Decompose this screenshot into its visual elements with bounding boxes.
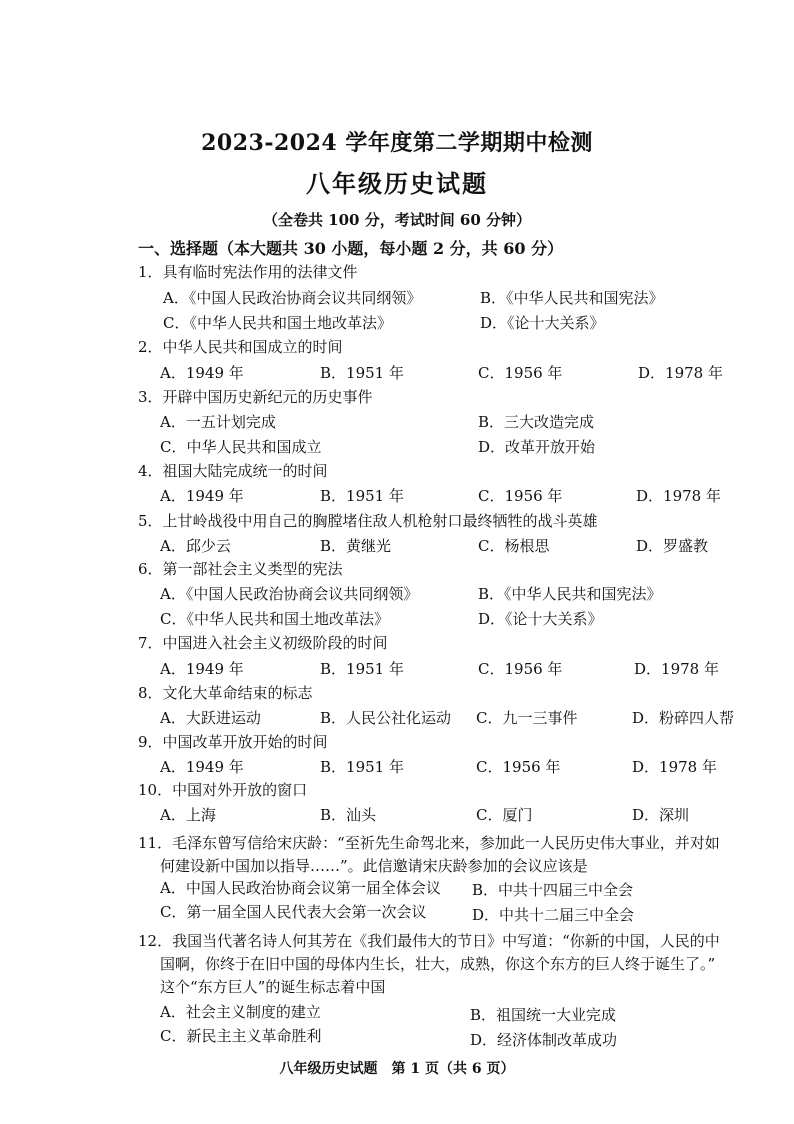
question-stem: 11．毛泽东曾写信给宋庆龄：“至祈先生命驾北来，参加此一人民历史伟大事业，并对如 xyxy=(138,834,720,852)
option: C．1956 年 xyxy=(478,364,563,382)
question-stem: 9．中国改革开放开始的时间 xyxy=(138,733,328,751)
question-stem: 10．中国对外开放的窗口 xyxy=(138,781,308,799)
exam-title: 2023-2024 学年度第二学期期中检测 xyxy=(201,130,593,156)
option: A．1949 年 xyxy=(160,364,244,382)
question-stem-continued: 何建设新中国加以指导……”。此信邀请宋庆龄参加的会议应该是 xyxy=(160,857,588,875)
option: B．人民公社化运动 xyxy=(320,709,452,727)
option: C．1956 年 xyxy=(476,758,561,776)
option: C．《中华人民共和国土地改革法》 xyxy=(163,314,392,332)
question-stem: 1．具有临时宪法作用的法律文件 xyxy=(138,263,358,281)
option: A．一五计划完成 xyxy=(160,413,276,431)
option: D．1978 年 xyxy=(638,364,723,382)
question-stem-continued: 国啊，你终于在旧中国的母体内生长，壮大，成熟，你这个东方的巨人终于诞生了。” xyxy=(160,955,716,973)
option: D．1978 年 xyxy=(636,487,721,505)
option: B．《中华人民共和国宪法》 xyxy=(480,289,664,307)
option: C．1956 年 xyxy=(478,487,563,505)
option: C．九一三事件 xyxy=(476,709,578,727)
option: B．三大改造完成 xyxy=(478,413,595,431)
option: D．1978 年 xyxy=(632,758,717,776)
option: D．中共十二届三中全会 xyxy=(472,906,635,924)
option: B．汕头 xyxy=(320,806,377,824)
page-footer: 八年级历史试题 第 1 页（共 6 页） xyxy=(279,1061,515,1077)
option: D．经济体制改革成功 xyxy=(470,1031,618,1049)
option: D．罗盛教 xyxy=(636,537,709,555)
option: C．新民主主义革命胜利 xyxy=(160,1027,322,1045)
question-stem: 4．祖国大陆完成统一的时间 xyxy=(138,462,328,480)
exam-info: （全卷共 100 分，考试时间 60 分钟） xyxy=(262,211,532,229)
option: C．《中华人民共和国土地改革法》 xyxy=(160,610,389,628)
option: B．1951 年 xyxy=(320,487,404,505)
option: B．祖国统一大业完成 xyxy=(470,1006,617,1024)
question-stem: 12．我国当代著名诗人何其芳在《我们最伟大的节日》中写道：“你新的中国，人民的中 xyxy=(138,932,720,950)
option: B．中共十四届三中全会 xyxy=(472,881,634,899)
question-stem: 8．文化大革命结束的标志 xyxy=(138,684,313,702)
option: C．第一届全国人民代表大会第一次会议 xyxy=(160,903,427,921)
option: D．《论十大关系》 xyxy=(480,314,605,332)
option: C．中华人民共和国成立 xyxy=(160,438,322,456)
option: C．1956 年 xyxy=(478,660,563,678)
question-stem-continued: 这个“东方巨人”的诞生标志着中国 xyxy=(160,978,386,996)
option: A．上海 xyxy=(160,806,216,824)
option: A．《中国人民政治协商会议共同纲领》 xyxy=(160,585,419,603)
option: D．1978 年 xyxy=(634,660,719,678)
question-stem: 5．上甘岭战役中用自己的胸膛堵住敌人机枪射口最终牺牲的战斗英雄 xyxy=(138,512,598,530)
option: A．1949 年 xyxy=(160,758,244,776)
option: B．1951 年 xyxy=(320,758,404,776)
option: B．1951 年 xyxy=(320,660,404,678)
question-stem: 7．中国进入社会主义初级阶段的时间 xyxy=(138,634,388,652)
question-stem: 3．开辟中国历史新纪元的历史事件 xyxy=(138,388,373,406)
option: C．杨根思 xyxy=(478,537,550,555)
exam-subtitle: 八年级历史试题 xyxy=(306,169,488,198)
option: A．1949 年 xyxy=(160,487,244,505)
option: D．粉碎四人帮 xyxy=(632,709,735,727)
question-stem: 2．中华人民共和国成立的时间 xyxy=(138,338,343,356)
option: C．厦门 xyxy=(476,806,533,824)
option: D．改革开放开始 xyxy=(478,438,596,456)
option: B．1951 年 xyxy=(320,364,404,382)
section-heading: 一、选择题（本大题共 30 小题，每小题 2 分，共 60 分） xyxy=(138,239,564,258)
question-stem: 6．第一部社会主义类型的宪法 xyxy=(138,560,343,578)
option: D．《论十大关系》 xyxy=(478,610,603,628)
option: B．《中华人民共和国宪法》 xyxy=(478,585,662,603)
option: A．邱少云 xyxy=(160,537,231,555)
option: A．大跃进运动 xyxy=(160,709,261,727)
option: A．《中国人民政治协商会议共同纲领》 xyxy=(163,289,422,307)
option: B．黄继光 xyxy=(320,537,392,555)
option: A．1949 年 xyxy=(160,660,244,678)
option: D．深圳 xyxy=(632,806,690,824)
option: A．中国人民政治协商会议第一届全体会议 xyxy=(160,879,441,897)
option: A．社会主义制度的建立 xyxy=(160,1003,321,1021)
